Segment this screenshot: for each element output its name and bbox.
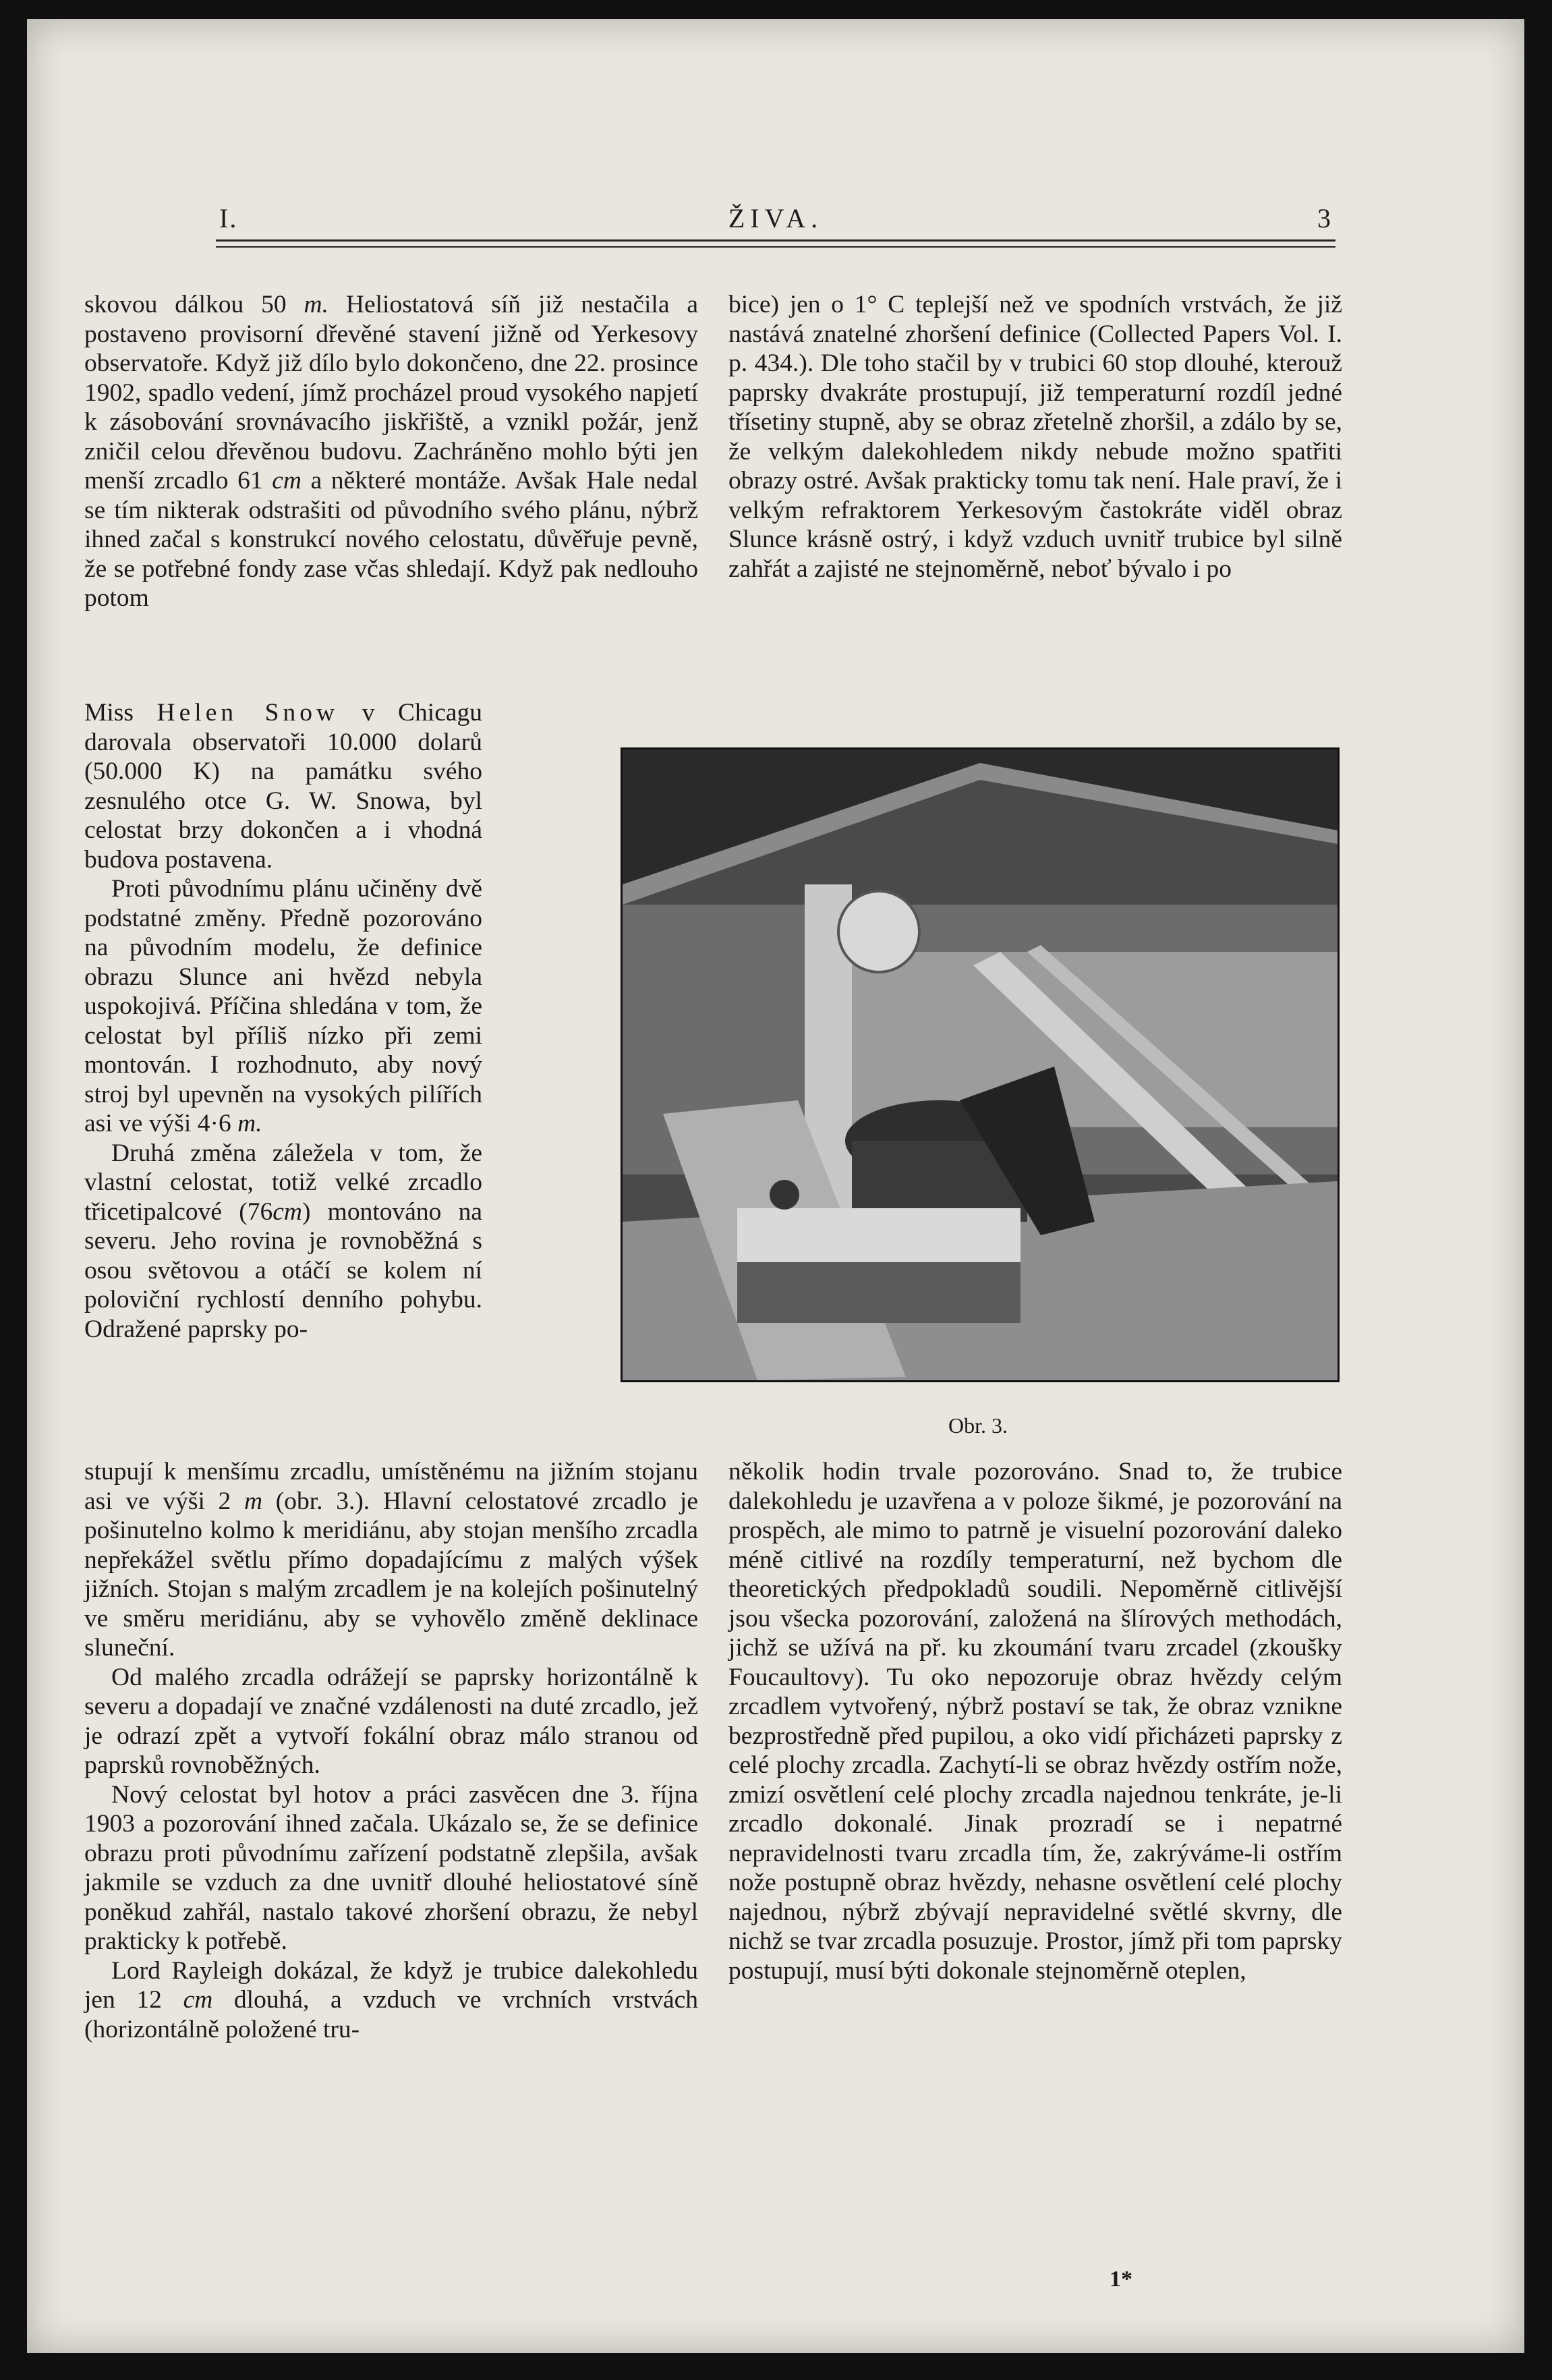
- left-column-top: [84, 290, 698, 613]
- paragraph-mirror-stand: stupují k menšímu zrcadlu, umístěnému na jižním stojanu asi ve výši 2 m (obr. 3.). Hlavní celostatové zrcadlo je pošinutelno kolmo k meridiánu, aby stojan menšího zrcadla nepřekážel světlu přímo dopadajícímu z malých výšek jižních. Stojan s malým zrcadlem je na kolejích pošinutelný ve směru meridiánu, aby se vyhovělo změně deklinace sluneční.: [84, 1458, 698, 1662]
- paragraph-small-mirror: Od malého zrcadla odrážejí se paprsky horizontálně k severu a dopadají ve značné vzdálenosti na duté zrcadlo, jež je odrazí zpět a vytvoří fokální obraz málo stranou od paprsků rovnoběžných.: [84, 1663, 698, 1779]
- left-column-bottom: [84, 1457, 698, 2044]
- paragraph-heliostat-fire: skovou dálkou 50 m. Heliostatová síň již nestačila a postaveno provisorní dřevěné stavení jižně od Yerkesovy observatoře. Když již dílo bylo dokončeno, dne 22. prosince 1902, spadlo vedení, jímž procházel proud vysokého napjetí k zásobování srovnávacího jiskřiště, a vznikl požár, jenž zničil celou dřevěnou budovu. Zachráněno mohlo býti jen menší zrcadlo 61 cm a některé montáže. Avšak Hale nedal se tím nikterak odstrašiti od původního svého plánu, nýbrž ihned začal s konstrukcí nového celostatu, důvěřuje pevně, že se potřebné fondy zase včas shledají. Když pak nedlouho potom: [84, 291, 699, 612]
- paragraph-new-celostat: Nový celostat byl hotov a práci zasvěcen dne 3. října 1903 a pozorování ihned začala. Ukázalo se, že se definice obrazu proti původnímu zařízení podstatně zlepšila, avšak jakmile se vzduch za dne uvnitř dlouhé heliostatové síně poněkud zahřál, nastalo takové zhoršení obrazu, že nebyl prakticky k potřebě.: [84, 1780, 698, 1955]
- right-column-top: [728, 290, 1342, 584]
- header-rule: [216, 239, 1335, 248]
- paragraph-temperature-difference: bice) jen o 1° C teplejší než ve spodních vrstvách, že již nastává znatelné zhoršení definice (Collected Papers Vol. I. p. 434.). Dle toho stačil by v trubici 60 stop dlouhé, kterouž paprsky dvakráte prostupují, již temperaturní rozdíl jedné třísetiny stupně, aby se obraz zřetelně zhoršil, a zdálo by se, že velkým dalekohledem nikdy nebude možno spatřiti obrazy ostré. Avšak prakticky tomu tak není. Hale praví, že i velkým refraktorem Yerkesovým častokráte viděl obraz Slunce krásně ostrý, i když vzduch uvnitř trubice byl silně zahřát a zajisté ne stejnoměrně, neboť bývalo i po: [728, 291, 1342, 583]
- running-head: [219, 202, 1332, 243]
- right-column-bottom: [728, 1457, 1342, 1985]
- figure-caption: Obr. 3.: [948, 1413, 1008, 1438]
- journal-title: ŽIVA.: [728, 203, 824, 233]
- volume-number: I.: [219, 203, 238, 233]
- paragraph-second-change: Druhá změna záležela v tom, že vlastní celostat, totiž velké zrcadlo třicetipalcové (76cm) montováno na severu. Jeho rovina je rovnoběžná s osou světovou a otáčí se kolem ní poloviční rychlostí denního pohybu. Odražené paprsky po-: [84, 1139, 482, 1343]
- paragraph-helen-snow: Miss Helen Snow v Chicagu darovala observatoři 10.000 dolarů (50.000 K) na památku svého zesnulého otce G. W. Snowa, byl celostat brzy dokončen a i vhodná budova postavena.: [84, 699, 483, 874]
- signature-mark: 1*: [1110, 2267, 1132, 2292]
- paragraph-changes: Proti původnímu plánu učiněny dvě podstatné změny. Předně pozorováno na původním modelu, že definice obrazu Slunce ani hvězd nebyla uspokojivá. Příčina shledána v tom, že celostat byl příliš nízko při zemi montován. I rozhodnuto, aby nový stroj byl upevněn na vysokých pilířích asi ve výši 4·6 m.: [84, 875, 482, 1137]
- paragraph-schlieren: několik hodin trvale pozorováno. Snad to, že trubice dalekohledu je uzavřena a v poloze šikmé, je pozorování na prospěch, ale mimo to patrně je visuelní pozorování daleko méně citlivé na rozdíly temperaturní, než bychom dle theoretických předpokladů soudili. Nepoměrně citlivější jsou všecka pozorování, založená na šlírových methodách, jichž se užívá na př. ku zkoumání tvaru zrcadel (zkoušky Foucaultovy). Tu oko nepozoruje obraz hvězdy celým zrcadlem vytvořený, nýbrž postaví se tak, že obraz vznikne bezprostředně před pupilou, a oko vidí přicházeti paprsky z celé plochy zrcadla. Zachytí-li se obraz hvězdy ostřím nože, zmizí osvětlení celé plochy zrcadla najednou tenkráte, je-li zrcadlo dokonalé. Jinak prozradí se i nepatrné nepravidelnosti tvaru zrcadla tím, že, zakrýváme-li ostřím nože postupně obraz hvězdy, nehasne osvětlení celé plochy najednou, nýbrž zbývají nepravidelné světlé skvrny, dle nichž se tvar zrcadla posuzuje. Prostor, jímž při tom paprsky postupují, musí býti dokonale stejnoměrně oteplen,: [728, 1458, 1342, 1985]
- celostat-photograph: [621, 747, 1340, 1382]
- left-column-narrow: [84, 698, 482, 1344]
- paragraph-rayleigh: Lord Rayleigh dokázal, že když je trubice dalekohledu jen 12 cm dlouhá, a vzduch ve vrchních vrstvách (horizontálně položené tru-: [84, 1956, 699, 2043]
- page-number: 3: [1317, 203, 1332, 233]
- celostat-photo-drawing: [623, 749, 1338, 1380]
